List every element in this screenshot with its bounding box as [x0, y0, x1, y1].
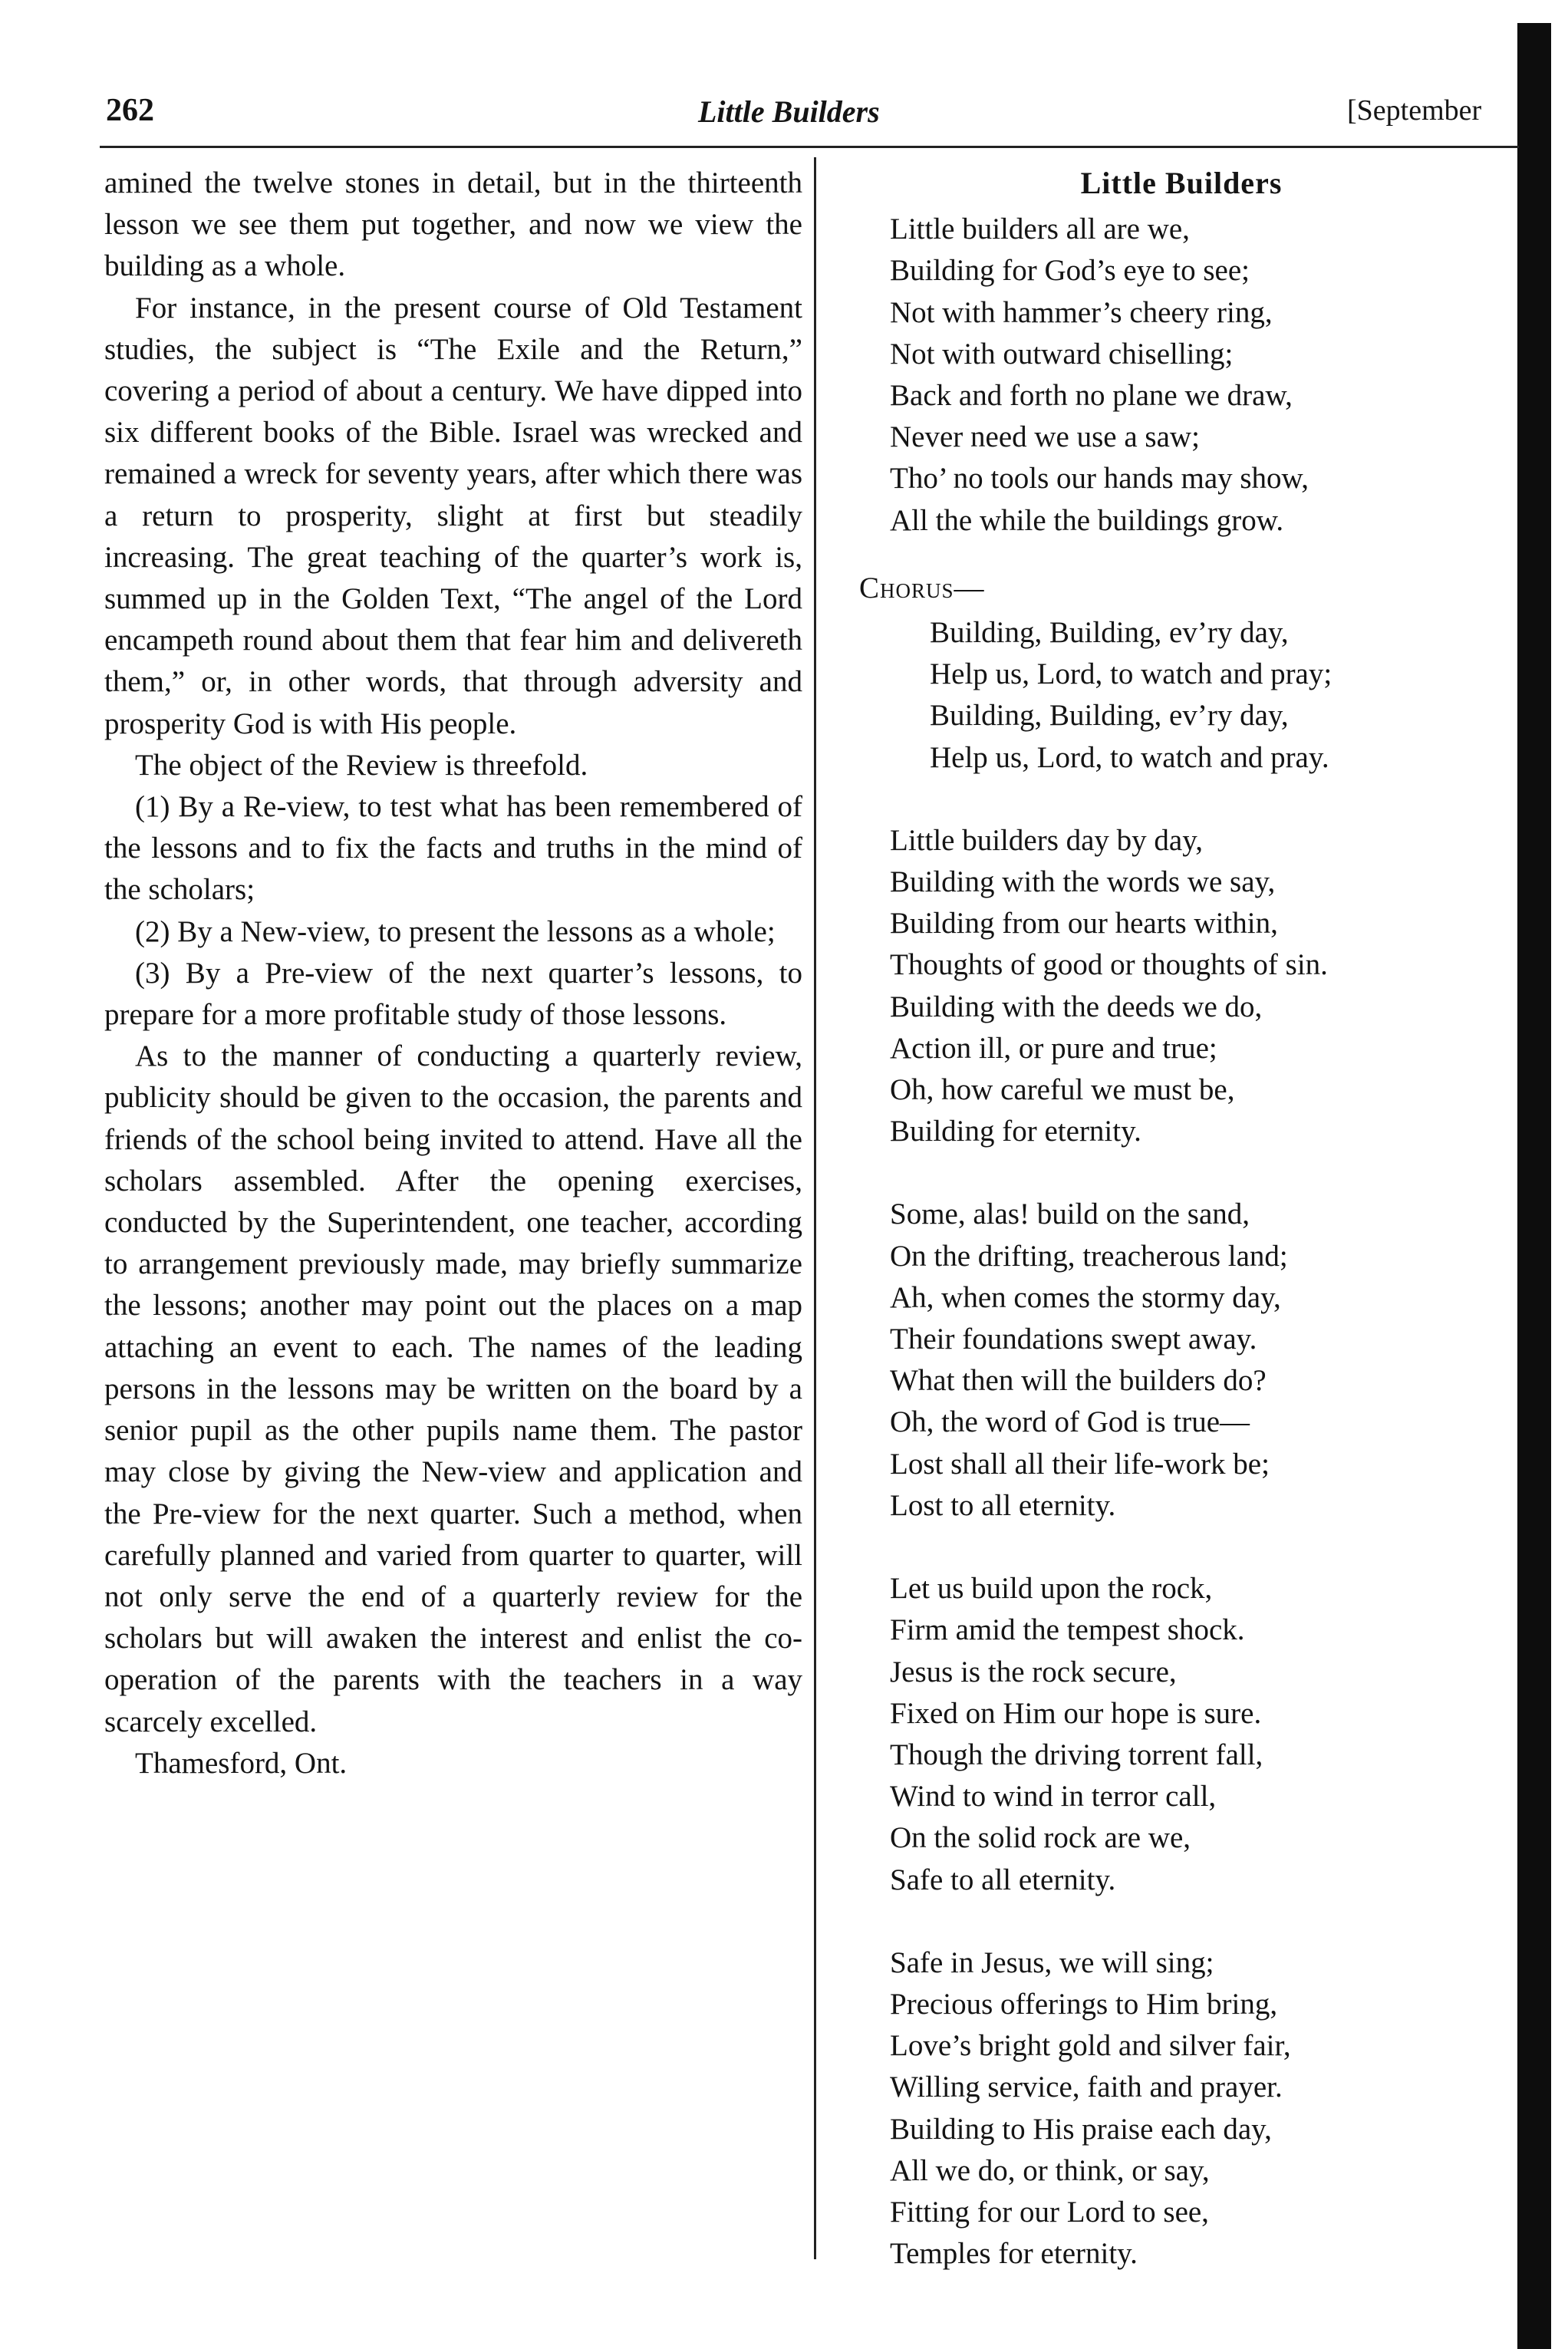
paragraph: (3) By a Pre-view of the next quarter’s lessons, to prepare for a more profitable study of those lessons. — [104, 956, 802, 1032]
stanza-1 — [890, 209, 1504, 542]
poem-line: On the drifting, treacherous land; — [890, 1239, 1288, 1273]
poem-line: Building to His praise each day, — [890, 2112, 1272, 2146]
poem-line: Wind to wind in terror call, — [890, 1780, 1217, 1814]
page-number: 262 — [106, 93, 154, 128]
poem-line: Precious offerings to Him bring, — [890, 1987, 1278, 2021]
poem-line: Lost to all eternity. — [890, 1488, 1116, 1522]
poem-line: Love’s bright gold and silver fair, — [890, 2029, 1291, 2063]
poem-line: Ah, when comes the stormy day, — [890, 1280, 1281, 1314]
poem-line: Help us, Lord, to watch and pray; — [930, 657, 1332, 691]
poem-line: Building, Building, ev’ry day, — [930, 699, 1289, 733]
poem-line: Though the driving torrent fall, — [890, 1738, 1263, 1771]
poem-line: On the solid rock are we, — [890, 1821, 1191, 1855]
poem-line: Safe to all eternity. — [890, 1863, 1116, 1896]
poem-line: Never need we use a saw; — [890, 420, 1200, 454]
poem-line: Help us, Lord, to watch and pray. — [930, 740, 1329, 774]
poem-line: Building from our hearts within, — [890, 907, 1278, 941]
poem-line: Their foundations swept away. — [890, 1323, 1257, 1356]
chorus-label: Chorus— — [859, 571, 985, 605]
stanza-2 — [890, 820, 1504, 1153]
poem-line: All the while the buildings grow. — [890, 503, 1284, 537]
stanza-5 — [890, 1942, 1504, 2275]
header-rule — [100, 146, 1519, 148]
poem-line: Let us build upon the rock, — [890, 1572, 1213, 1606]
poem-line: Firm amid the tempest shock. — [890, 1613, 1245, 1647]
poem-line: Little builders day by day, — [890, 823, 1203, 857]
poem-line: Building for eternity. — [890, 1115, 1141, 1148]
poem-line: Action ill, or pure and true; — [890, 1031, 1217, 1065]
poem-line: Fixed on Him our hope is sure. — [890, 1696, 1262, 1730]
poem-line: Not with hammer’s cheery ring, — [890, 295, 1273, 329]
poem-line: What then will the builders do? — [890, 1364, 1267, 1398]
column-divider — [814, 157, 816, 2259]
paragraph: amined the twelve stones in detail, but in the thirteenth lesson we see them put together, and now we view the building as a whole. — [104, 166, 802, 283]
paragraph: For instance, in the present course of Old Testament studies, the subject is “The Exile and the Return,” covering a period of about a century. We have dipped into six different books of the Bible. Israel was wrecked and remained a wreck for seventy years, after which there was a return to prosperity, slight at first but steadily increasing. The great teaching of the quarter’s work is, summed up in the Golden Text, “The angel of the Lord encampeth round about them that fear him and delivereth them,” or, in other words, that through adversity and prosperity God is with His people. — [104, 291, 802, 740]
poem-line: Building for God’s eye to see; — [890, 254, 1250, 288]
running-month: [September — [1347, 94, 1482, 127]
poem-line: Building with the words we say, — [890, 865, 1276, 899]
poem-line: Safe in Jesus, we will sing; — [890, 1945, 1214, 1979]
poem-line: Temples for eternity. — [890, 2237, 1138, 2271]
poem-line: Back and forth no plane we draw, — [890, 379, 1293, 413]
poem-line: All we do, or think, or say, — [890, 2153, 1210, 2187]
poem-line: Some, alas! build on the sand, — [890, 1198, 1250, 1231]
poem-line: Fitting for our Lord to see, — [890, 2195, 1209, 2229]
stanza-4 — [890, 1568, 1504, 1901]
signature: Thamesford, Ont. — [135, 1746, 348, 1780]
poem-line: Jesus is the rock secure, — [890, 1655, 1177, 1688]
poem-line: Oh, the word of God is true— — [890, 1405, 1250, 1439]
page-edge-shadow — [1517, 23, 1551, 2349]
paragraph: (1) By a Re-view, to test what has been remembered of the lessons and to fix the facts and truths in the mind of the scholars; — [104, 790, 802, 907]
paragraph: (2) By a New-view, to present the lessons as a whole; — [135, 914, 776, 948]
poem-line: Oh, how careful we must be, — [890, 1073, 1235, 1107]
poem-line: Not with outward chiselling; — [890, 337, 1234, 371]
poem-line: Building, Building, ev’ry day, — [930, 616, 1289, 650]
poem-line: Building with the deeds we do, — [890, 990, 1263, 1023]
poem-column — [859, 163, 1504, 2316]
paragraph: As to the manner of conducting a quarterly review, publicity should be given to the occasion, the parents and friends of the school being invited to attend. Have all the scholars assembled. After the opening exercises, conducted by the Superintendent, one teacher, according to arrangement previously made, may briefly summarize the lessons; another may point out the places on a map attaching an event to each. The names of the leading persons in the lessons may be written on the board by a senior pupil as the other pupils name them. The pastor may close by giving the New-view and application and the Pre-view for the next quarter. Such a method, when carefully planned and varied from quarter to quarter, will not only serve the end of a quarterly review for the scholars but will awaken the interest and enlist the co-operation of the parents with the teachers in a way scarcely excelled. — [104, 1039, 802, 1738]
poem-line: Little builders all are we, — [890, 212, 1190, 246]
paragraph: The object of the Review is threefold. — [135, 748, 588, 782]
poem-line: Thoughts of good or thoughts of sin. — [890, 948, 1328, 982]
poem-line: Tho’ no tools our hands may show, — [890, 462, 1309, 496]
poem-line: Lost shall all their life-work be; — [890, 1447, 1270, 1481]
article-column — [104, 163, 802, 1784]
running-title: Little Builders — [698, 94, 880, 129]
chorus — [930, 612, 1504, 779]
page-header — [0, 0, 1568, 153]
stanza-3 — [890, 1194, 1504, 1527]
poem-title: Little Builders — [1080, 166, 1283, 200]
poem-line: Willing service, faith and prayer. — [890, 2071, 1283, 2104]
